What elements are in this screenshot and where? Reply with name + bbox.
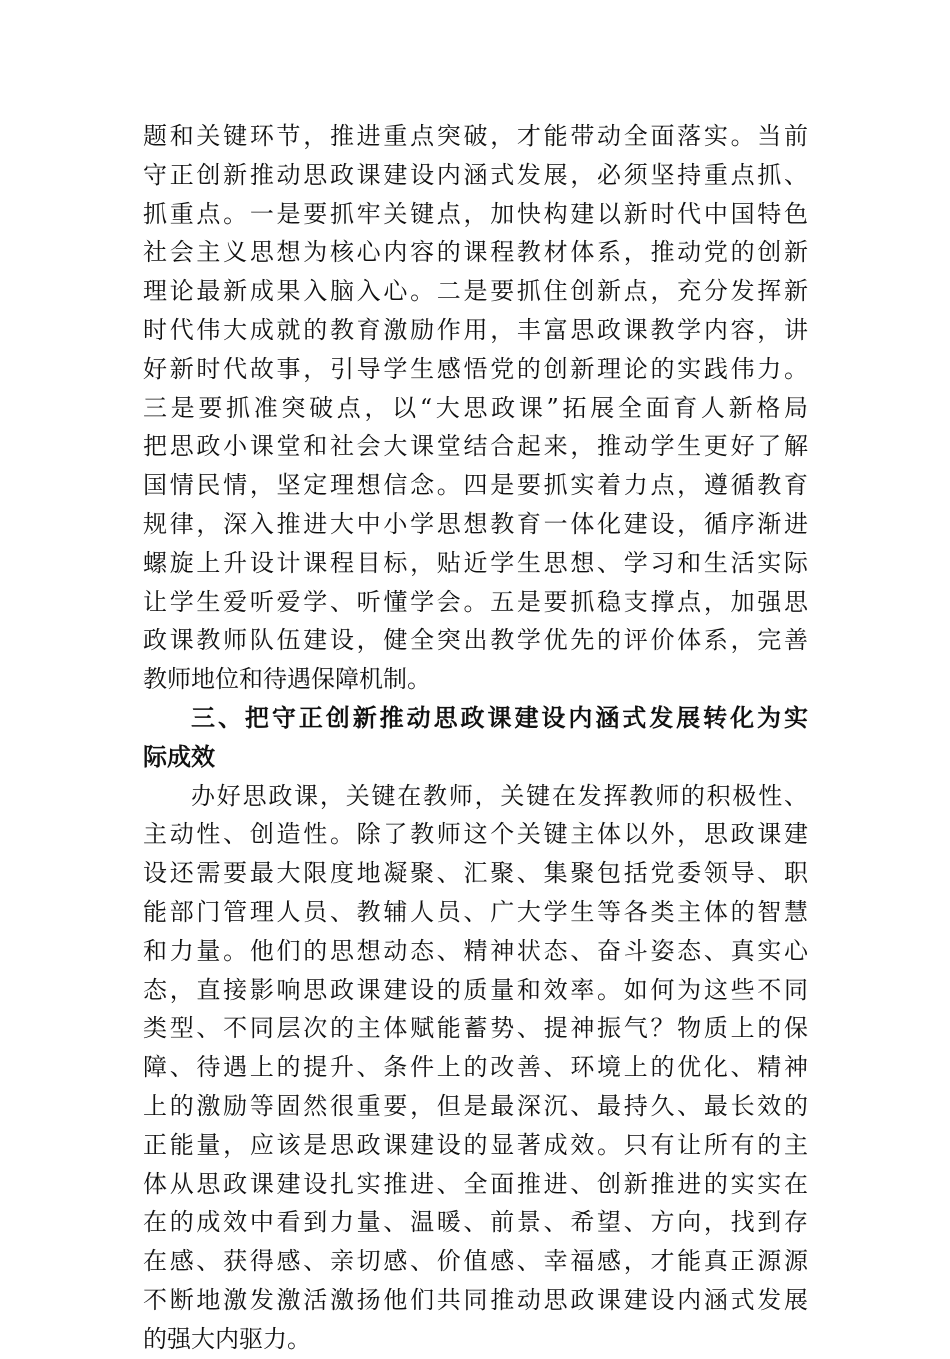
heading-line: 三、把守正创新推动思政课建设内涵式发展转化为实: [191, 703, 808, 732]
text-line: 教师地位和待遇保障机制。: [143, 665, 431, 694]
text-line: 国情民情，坚定理想信念。四是要抓实着力点，遵循教育: [143, 471, 808, 500]
text-line: 抓重点。一是要抓牢关键点，加快构建以新时代中国特色: [143, 199, 808, 228]
text-line: 螺旋上升设计课程目标，贴近学生思想、学习和生活实际: [143, 548, 808, 577]
text-line: 三是要抓准突破点，以“大思政课”拓展全面育人新格局: [143, 393, 808, 422]
paragraph-1: [143, 117, 808, 699]
text-line: 态，直接影响思政课建设的质量和效率。如何为这些不同: [143, 975, 808, 1004]
text-line: 能部门管理人员、教辅人员、广大学生等各类主体的智慧: [143, 897, 808, 926]
text-line: 类型、不同层次的主体赋能蓄势、提神振气？物质上的保: [143, 1014, 808, 1043]
text-line: 障、待遇上的提升、条件上的改善、环境上的优化、精神: [143, 1053, 808, 1082]
heading-line: 际成效: [143, 742, 215, 771]
text-line: 体从思政课建设扎实推进、全面推进、创新推进的实实在: [143, 1169, 808, 1198]
text-line: 在感、获得感、亲切感、价值感、幸福感，才能真正源源: [143, 1247, 808, 1276]
text-line: 不断地激发激活激扬他们共同推动思政课建设内涵式发展: [143, 1285, 808, 1314]
text-line: 正能量，应该是思政课建设的显著成效。只有让所有的主: [143, 1130, 808, 1159]
text-line: 好新时代故事，引导学生感悟党的创新理论的实践伟力。: [143, 354, 808, 383]
text-line: 在的成效中看到力量、温暖、前景、希望、方向，找到存: [143, 1208, 808, 1237]
text-line: 和力量。他们的思想动态、精神状态、奋斗姿态、真实心: [143, 936, 808, 965]
text-line: 办好思政课，关键在教师，关键在发挥教师的积极性、: [191, 781, 808, 810]
text-line: 社会主义思想为核心内容的课程教材体系，推动党的创新: [143, 238, 808, 267]
text-line: 上的激励等固然很重要，但是最深沉、最持久、最长效的: [143, 1091, 808, 1120]
text-line: 规律，深入推进大中小学思想教育一体化建设，循序渐进: [143, 509, 808, 538]
text-line: 题和关键环节，推进重点突破，才能带动全面落实。当前: [143, 122, 808, 150]
text-line: 主动性、创造性。除了教师这个关键主体以外，思政课建: [143, 820, 808, 849]
section-heading: [143, 699, 808, 777]
text-line: 的强大内驱力。: [143, 1324, 311, 1353]
text-line: 时代伟大成就的教育激励作用，丰富思政课教学内容，讲: [143, 315, 808, 344]
text-line: 让学生爱听爱学、听懂学会。五是要抓稳支撑点，加强思: [143, 587, 808, 616]
text-line: 把思政小课堂和社会大课堂结合起来，推动学生更好了解: [143, 432, 808, 461]
text-line: 守正创新推动思政课建设内涵式发展，必须坚持重点抓、: [143, 160, 808, 189]
paragraph-2: [143, 777, 808, 1359]
document-page: [143, 117, 808, 1359]
text-line: 政课教师队伍建设，健全突出教学优先的评价体系，完善: [143, 626, 808, 655]
text-line: 设还需要最大限度地凝聚、汇聚、集聚包括党委领导、职: [143, 859, 808, 888]
text-line: 理论最新成果入脑入心。二是要抓住创新点，充分发挥新: [143, 277, 808, 306]
